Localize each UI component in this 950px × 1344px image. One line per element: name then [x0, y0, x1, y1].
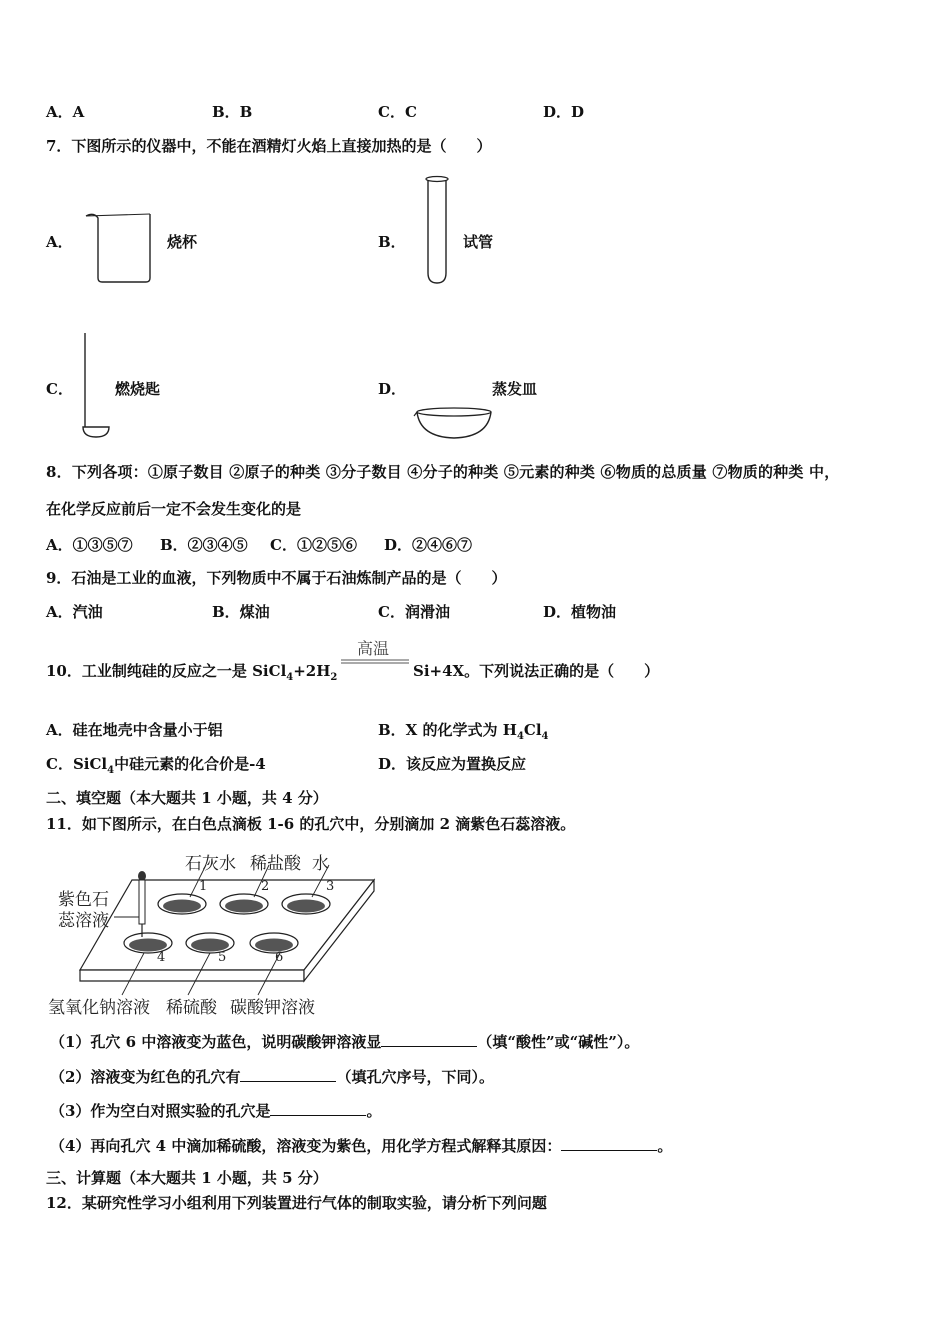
equals-arrow	[341, 659, 409, 665]
q12-stem: 12．某研究性学习小组利用下列装置进行气体的制取实验，请分析下列问题	[46, 1194, 547, 1212]
well-2	[220, 894, 268, 914]
q7-option-a-label: 烧杯	[167, 233, 198, 251]
well-number-5: 5	[218, 950, 227, 965]
q11-sub4: （4）再向孔穴 4 中滴加稀硫酸，溶液变为紫色，用化学方程式解释其原因： 。	[50, 1137, 673, 1155]
q8-option-c: C．①②⑤⑥	[270, 536, 357, 554]
q9-option-b: B．煤油	[212, 603, 270, 621]
top-label-water: 水	[312, 854, 329, 874]
q7-option-d-label: 蒸发皿	[492, 380, 538, 398]
well-number-2: 2	[261, 879, 270, 894]
q9-option-a: A．汽油	[46, 603, 103, 621]
answer-blank-3[interactable]	[270, 1101, 366, 1116]
q10-option-d: D．该反应为置换反应	[378, 755, 527, 773]
q11-stem: 11．如下图所示，在白色点滴板 1-6 的孔穴中，分别滴加 2 滴紫色石蕊溶液。	[46, 815, 576, 833]
q6-option-b: B．B	[212, 103, 253, 121]
bottom-label-k2co3: 碳酸钾溶液	[230, 998, 315, 1018]
q10-option-c: C．SiCl$_4$中硅元素的化合价是-4	[46, 755, 266, 776]
q9-option-c: C．润滑油	[378, 603, 450, 621]
q6-option-c: C．C	[378, 103, 417, 121]
combustion-spoon-icon	[78, 333, 114, 441]
dropper-label-line1: 紫色石	[58, 890, 109, 910]
q7-option-c-letter: C．	[46, 380, 73, 398]
test-tube-icon	[424, 175, 450, 287]
bottom-label-dilute-h2so4: 稀硫酸	[166, 998, 217, 1018]
top-label-limewater: 石灰水	[185, 854, 236, 874]
q8-option-d: D．②④⑥⑦	[384, 536, 473, 554]
q10-reaction-condition: 高温	[357, 639, 390, 658]
section-3-heading: 三、计算题（本大题共 1 小题，共 5 分）	[46, 1169, 328, 1187]
answer-blank-2[interactable]	[240, 1067, 336, 1082]
q7-option-a-letter: A．	[46, 233, 73, 251]
q7-option-d-letter: D．	[378, 380, 407, 398]
q6-option-a: A．A	[46, 103, 85, 121]
q8-stem-line1: 8．下列各项：①原子数目 ②原子的种类 ③分子数目 ④分子的种类 ⑤元素的种类 ⑥物质的总质量 ⑦物质的种类 中，	[46, 463, 840, 481]
q10-stem-products: Si+4X。下列说法正确的是（ ）	[413, 662, 660, 680]
q11-sub1: （1）孔穴 6 中溶液变为蓝色，说明碳酸钾溶液显 （填“酸性”或“碱性”）。	[50, 1033, 640, 1051]
bottom-label-naoh: 氢氧化钠溶液	[48, 998, 150, 1018]
q7-stem: 7．下图所示的仪器中，不能在酒精灯火焰上直接加热的是（ ）	[46, 137, 492, 155]
evaporating-dish-icon	[414, 407, 494, 441]
well-number-1: 1	[199, 879, 208, 894]
well-5	[186, 933, 234, 953]
q8-option-b: B．②③④⑤	[160, 536, 248, 554]
dropper-label-line2: 蕊溶液	[58, 911, 109, 931]
answer-blank-4[interactable]	[561, 1136, 657, 1151]
q8-stem-line2: 在化学反应前后一定不会发生变化的是	[46, 500, 302, 518]
q9-option-d: D．植物油	[543, 603, 617, 621]
well-6	[250, 933, 298, 953]
well-number-3: 3	[326, 879, 335, 894]
q7-option-b-label: 试管	[463, 233, 494, 251]
q10-option-a: A．硅在地壳中含量小于铝	[46, 721, 223, 739]
section-2-heading: 二、填空题（本大题共 1 小题，共 4 分）	[46, 789, 328, 807]
answer-blank-1[interactable]	[381, 1032, 477, 1047]
well-3	[282, 894, 330, 914]
q11-sub2: （2）溶液变为红色的孔穴有 （填孔穴序号，下同）。	[50, 1068, 494, 1086]
beaker-icon	[84, 210, 156, 285]
q7-option-c-label: 燃烧匙	[115, 380, 161, 398]
q11-sub3: （3）作为空白对照实验的孔穴是 。	[50, 1102, 382, 1120]
top-label-dilute-hcl: 稀盐酸	[250, 854, 301, 874]
q9-stem: 9．石油是工业的血液，下列物质中不属于石油炼制产品的是（ ）	[46, 569, 507, 587]
well-1	[158, 894, 206, 914]
q6-option-d: D．D	[543, 103, 585, 121]
q7-option-b-letter: B．	[378, 233, 406, 251]
q10-stem-reactants: 10．工业制纯硅的反应之一是 $SiCl_4+2H_2$	[46, 662, 338, 683]
well-number-4: 4	[157, 950, 166, 965]
q8-option-a: A．①③⑤⑦	[46, 536, 133, 554]
well-number-6: 6	[275, 950, 284, 965]
q10-option-b: B．X 的化学式为 $H_4Cl_4$	[378, 721, 549, 742]
